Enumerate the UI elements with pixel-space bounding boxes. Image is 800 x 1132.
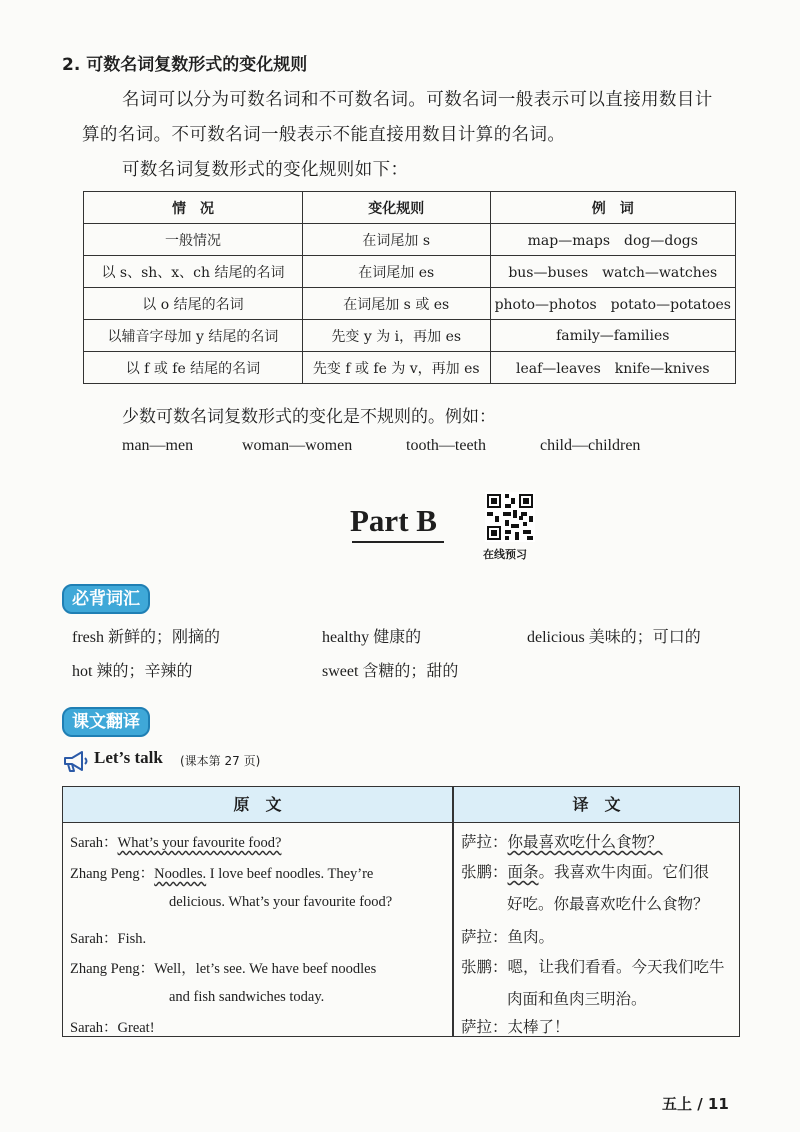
part-title: Part B <box>350 503 437 538</box>
line-text: Well，let’s see. We have beef noodles <box>154 961 377 977</box>
line-text: Great! <box>117 1020 155 1036</box>
speaker: 萨拉： <box>461 833 508 851</box>
talk-title: Let’s talk <box>94 748 163 767</box>
line-text: 肉面和鱼肉三明治。 <box>507 990 647 1008</box>
dialogue-line-zh <box>461 1015 570 1037</box>
dialogue-line-zh <box>461 860 709 882</box>
dialogue-table <box>62 786 740 1037</box>
dialogue-line-en <box>70 831 281 852</box>
line-text: 面条 <box>507 863 539 881</box>
talk-page-note: (课本第 27 页) <box>180 754 261 768</box>
section-title: 2. 可数名词复数形式的变化规则 <box>62 55 308 75</box>
header-translation: 译 文 <box>572 795 621 814</box>
qr-code-icon[interactable] <box>485 492 535 542</box>
irregular-example: tooth—teeth <box>406 437 486 454</box>
irregular-example: woman—women <box>242 437 353 454</box>
dialogue-line-en <box>169 989 324 1006</box>
line-text: 嗯，让我们看看。今天我们吃牛 <box>507 958 725 976</box>
dialogue-line-en <box>70 862 373 883</box>
line-text-cont: 。我喜欢牛肉面。它们很 <box>538 863 710 881</box>
line-text-cont: I love beef noodles. They’re <box>206 866 374 882</box>
speaker: Sarah： <box>70 1020 118 1036</box>
line-text: delicious. What’s your favourite food? <box>169 894 393 910</box>
dialogue-line-zh <box>507 892 709 914</box>
table-header-row <box>84 192 736 224</box>
speaker: Sarah： <box>70 835 118 851</box>
vocab-item: healthy 健康的 <box>322 629 422 646</box>
speaker: Zhang Peng： <box>70 866 155 882</box>
page-number: 五上 / 11 <box>662 1095 729 1113</box>
qr-caption: 在线预习 <box>483 548 527 561</box>
rules-intro: 可数名词复数形式的变化规则如下： <box>122 160 409 180</box>
dialogue-line-en <box>169 894 392 911</box>
line-text: 鱼肉。 <box>507 928 555 946</box>
cell-situation: 一般情况 <box>84 224 303 256</box>
column-divider <box>452 787 454 1036</box>
dialogue-line-zh <box>461 925 554 947</box>
table-row <box>84 320 736 352</box>
cell-examples: leaf—leaves knife—knives <box>490 352 735 384</box>
vocab-item: hot 辣的；辛辣的 <box>72 663 193 680</box>
intro-line-1: 名词可以分为可数名词和不可数名词。可数名词一般表示可以直接用数目计 <box>122 90 713 110</box>
cell-examples: family—families <box>490 320 735 352</box>
speaker: Sarah： <box>70 931 118 947</box>
vocab-badge: 必背词汇 <box>62 584 150 614</box>
table-row <box>84 352 736 384</box>
cell-rule: 在词尾加 es <box>302 256 490 288</box>
line-text: Noodles. <box>154 866 207 882</box>
part-title-underline <box>352 541 444 543</box>
cell-rule: 在词尾加 s <box>302 224 490 256</box>
dialogue-line-zh <box>461 955 725 977</box>
table-row <box>84 224 736 256</box>
cell-situation: 以 o 结尾的名词 <box>84 288 303 320</box>
cell-examples: photo—photos potato—potatoes <box>490 288 735 320</box>
cell-examples: map—maps dog—dogs <box>490 224 735 256</box>
speaker: 张鹏： <box>461 863 508 881</box>
dialogue-line-zh <box>461 830 663 852</box>
cell-situation: 以辅音字母加 y 结尾的名词 <box>84 320 303 352</box>
speaker: 萨拉： <box>461 928 508 946</box>
irregular-example: child—children <box>540 437 641 454</box>
cell-rule: 先变 f 或 fe 为 v，再加 es <box>302 352 490 384</box>
speaker: 萨拉： <box>461 1018 508 1036</box>
cell-examples: bus—buses watch—watches <box>490 256 735 288</box>
table-row <box>84 256 736 288</box>
cell-situation: 以 s、sh、x、ch 结尾的名词 <box>84 256 303 288</box>
line-text: 太棒了！ <box>507 1018 570 1036</box>
header-rule: 变化规则 <box>302 192 490 224</box>
megaphone-icon <box>62 749 90 773</box>
irregular-example: man—men <box>122 437 194 454</box>
translation-badge: 课文翻译 <box>62 707 150 737</box>
line-text: and fish sandwiches today. <box>169 989 325 1005</box>
table-row <box>84 288 736 320</box>
vocab-item: delicious 美味的；可口的 <box>527 629 701 646</box>
dialogue-line-en <box>70 1016 155 1037</box>
dialogue-line-en <box>70 957 376 978</box>
speaker: 张鹏： <box>461 958 508 976</box>
speaker: Zhang Peng： <box>70 961 155 977</box>
cell-rule: 先变 y 为 i，再加 es <box>302 320 490 352</box>
line-text: What’s your favourite food? <box>117 835 282 851</box>
line-text: 你最喜欢吃什么食物？ <box>507 833 663 851</box>
intro-line-2: 算的名词。不可数名词一般表示不能直接用数目计算的名词。 <box>82 125 566 145</box>
header-original: 原 文 <box>233 795 282 814</box>
vocab-item: fresh 新鲜的；刚摘的 <box>72 629 220 646</box>
cell-situation: 以 f 或 fe 结尾的名词 <box>84 352 303 384</box>
cell-rule: 在词尾加 s 或 es <box>302 288 490 320</box>
dialogue-line-en <box>70 927 146 948</box>
vocab-item: sweet 含糖的；甜的 <box>322 663 459 680</box>
header-situation: 情 况 <box>84 192 303 224</box>
dialogue-line-zh <box>507 987 647 1009</box>
header-examples: 例 词 <box>490 192 735 224</box>
line-text: Fish. <box>117 931 147 947</box>
irregular-intro: 少数可数名词复数形式的变化是不规则的。例如： <box>122 407 496 427</box>
line-text: 好吃。你最喜欢吃什么食物？ <box>507 895 709 913</box>
plural-rules-table <box>83 191 736 384</box>
